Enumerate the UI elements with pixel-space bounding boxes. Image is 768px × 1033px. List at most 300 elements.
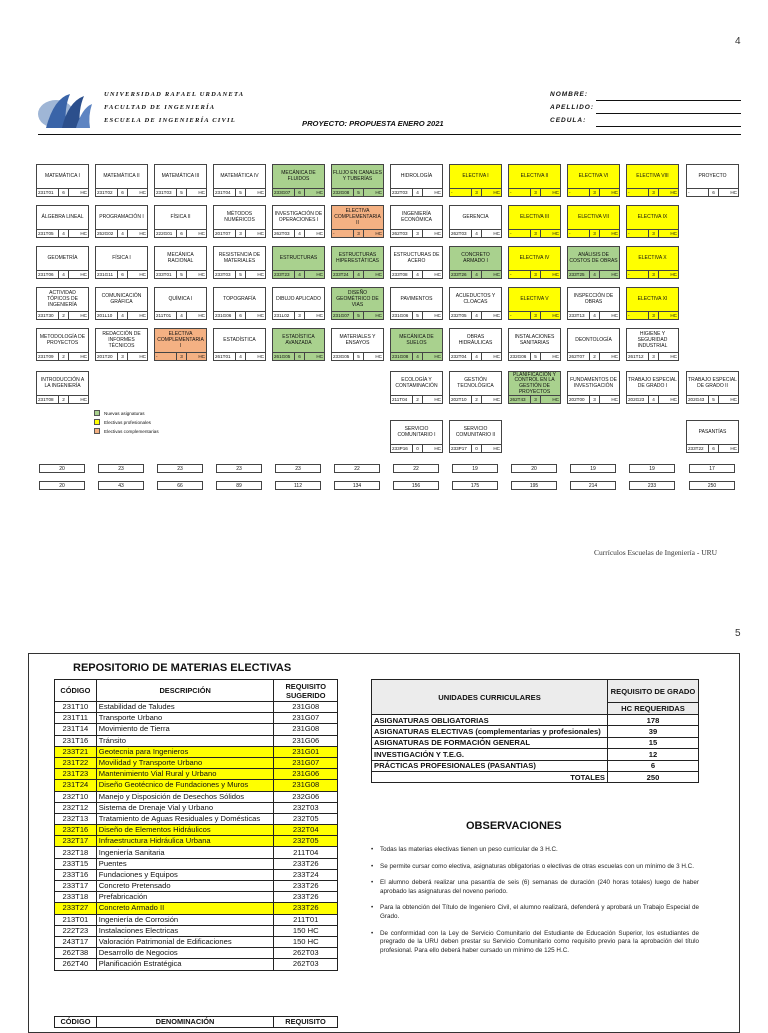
header-rule (38, 134, 293, 135)
course-cell (390, 246, 443, 279)
course-hrs: 4 (472, 353, 482, 360)
course-cell (272, 205, 325, 238)
unit-label: ASIGNATURAS OBLIGATORIAS (372, 715, 608, 726)
course-cell (154, 164, 207, 197)
course-name: PROYECTO (698, 173, 727, 180)
course-name: FÍSICA II (170, 214, 191, 221)
course-unit: HC (139, 231, 146, 236)
course-cell (686, 164, 739, 197)
course-name: MECÁNICA DE SUELOS (399, 334, 434, 346)
course-unit: HC (611, 190, 618, 195)
col-requisito: REQUISITO (274, 1017, 338, 1028)
cell-req: 211T04 (274, 847, 338, 858)
cell-code: 231T14 (55, 724, 97, 735)
accumulated-hc: 175 (452, 481, 498, 490)
cell-desc: Concreto Armado II (96, 903, 274, 914)
course-code: 231T02 (96, 189, 118, 196)
course-cell (36, 371, 89, 404)
cell-desc: Valoración Patrimonial de Edificaciones (96, 936, 274, 947)
unit-value: 39 (608, 726, 699, 737)
course-hrs: 4 (295, 230, 305, 237)
course-cell (36, 328, 89, 361)
course-footer (627, 395, 678, 403)
cell-code: 233T16 (55, 869, 97, 880)
course-footer (214, 229, 265, 237)
course-name: ACTIVIDAD TÓPICOS DE INGENIERÍA (47, 290, 78, 308)
cell-code: 233T15 (55, 858, 97, 869)
cell-code: 262T38 (55, 948, 97, 959)
course-footer (155, 188, 206, 196)
course-cell (508, 287, 561, 320)
legend-prof (94, 419, 151, 425)
legend-swatch (94, 428, 100, 434)
course-footer (214, 270, 265, 278)
semester-hc: 19 (629, 464, 675, 473)
observation-item: • Para la obtención del Título de Ingeniero Civil, el alumno realizará, defenderá y aprobará un Trabajo Especial de Grado. (371, 904, 699, 921)
course-unit: HC (375, 231, 382, 236)
cell-req: 233T26 (274, 892, 338, 903)
course-name: FUNDAMENTOS DE INVESTIGACIÓN (570, 377, 617, 389)
cell-code: 233T27 (55, 903, 97, 914)
course-hrs: 3 (236, 230, 246, 237)
course-unit: HC (493, 313, 500, 318)
cell-req: 231G06 (274, 769, 338, 780)
accumulated-hc: 250 (689, 481, 735, 490)
course-cell (390, 328, 443, 361)
course-code: 202T10 (450, 396, 472, 403)
accumulated-hc: 112 (275, 481, 321, 490)
course-name: MATEMÁTICA III (161, 173, 200, 180)
observaciones-list (371, 846, 699, 963)
course-footer (687, 444, 738, 452)
unit-value: 178 (608, 715, 699, 726)
course-hrs: 2 (590, 353, 600, 360)
table-row (55, 724, 338, 735)
course-footer (37, 270, 88, 278)
course-code: 201T20 (96, 353, 118, 360)
course-unit: HC (670, 272, 677, 277)
course-cell (36, 205, 89, 238)
cell-req: 232G06 (274, 791, 338, 802)
semester-hc: 23 (98, 464, 144, 473)
course-unit: HC (493, 272, 500, 277)
cell-desc: Movimiento de Tierra (96, 724, 274, 735)
cell-req: 231G08 (274, 702, 338, 713)
course-name: INTRODUCCIÓN A LA INGENIERÍA (40, 377, 85, 389)
course-cell (508, 371, 561, 404)
course-footer (273, 270, 324, 278)
course-code: 233T08 (391, 271, 413, 278)
table-row (55, 948, 338, 959)
course-cell (686, 420, 739, 453)
col-codigo: CÓDIGO (55, 680, 97, 702)
course-code: - (568, 230, 590, 237)
cell-desc: Movilidad y Transporte Urbano (96, 757, 274, 768)
course-footer (155, 352, 206, 360)
course-unit: HC (80, 354, 87, 359)
course-name: PROGRAMACIÓN I (99, 214, 144, 221)
unit-label: INVESTIGACIÓN Y T.E.G. (372, 749, 608, 760)
legend-label: Electivas complementarias (104, 428, 159, 434)
course-code: 262T07 (568, 353, 590, 360)
course-code: 232G08 (332, 189, 354, 196)
cell-req: 232T05 (274, 813, 338, 824)
course-name: INSPECCIÓN DE OBRAS (573, 293, 614, 305)
course-cell (36, 164, 89, 197)
course-name: PAVIMENTOS (400, 296, 433, 303)
course-cell (567, 328, 620, 361)
semester-hc: 22 (334, 464, 380, 473)
course-name: INVESTIGACIÓN DE OPERACIONES I (274, 211, 323, 223)
cell-req: 262T03 (274, 959, 338, 970)
course-unit: HC (552, 231, 559, 236)
course-name: COMUNICACIÓN GRÁFICA (101, 293, 142, 305)
course-code: 262T03 (391, 230, 413, 237)
table-row (55, 713, 338, 724)
course-cell (567, 246, 620, 279)
course-footer (450, 270, 501, 278)
course-unit: HC (257, 272, 264, 277)
course-footer (273, 311, 324, 319)
apellido-field[interactable] (596, 113, 741, 114)
course-footer (509, 352, 560, 360)
course-code: - (687, 189, 709, 196)
course-footer (687, 395, 738, 403)
course-cell (567, 164, 620, 197)
project-title: PROYECTO: PROPUESTA ENERO 2021 (302, 119, 444, 128)
course-unit: HC (670, 397, 677, 402)
course-unit: HC (552, 397, 559, 402)
footer-citation: Currículos Escuelas de Ingeniería - URU (594, 548, 718, 557)
course-unit: HC (670, 313, 677, 318)
course-cell (36, 287, 89, 320)
course-unit: HC (198, 313, 205, 318)
course-hrs: 6 (118, 271, 128, 278)
table-row (55, 802, 338, 813)
course-code: 231G08 (391, 353, 413, 360)
nombre-field[interactable] (596, 100, 741, 101)
table-row (55, 914, 338, 925)
course-name: HIGIENE Y SEGURIDAD INDUSTRIAL (637, 331, 668, 349)
course-unit: HC (493, 231, 500, 236)
course-footer (332, 352, 383, 360)
university-name: UNIVERSIDAD RAFAEL URDANETA (104, 91, 245, 98)
course-code: 232T03 (391, 189, 413, 196)
table-row (55, 858, 338, 869)
course-name: ELECTIVA III (519, 214, 550, 221)
cell-code: 231T11 (55, 713, 97, 724)
course-hrs: 2 (59, 396, 69, 403)
course-hrs: 3 (649, 353, 659, 360)
course-cell (95, 328, 148, 361)
course-name: DISEÑO GEOMÉTRICO DE VIAS (336, 290, 379, 308)
table-row (55, 702, 338, 713)
course-footer (37, 229, 88, 237)
course-unit: HC (80, 313, 87, 318)
course-unit: HC (730, 446, 737, 451)
cell-req: 211T01 (274, 914, 338, 925)
course-unit: HC (316, 354, 323, 359)
course-cell (449, 328, 502, 361)
course-code: 252G02 (96, 230, 118, 237)
course-hrs: 4 (354, 271, 364, 278)
cell-req: 231G07 (274, 757, 338, 768)
nombre-label: NOMBRE: (550, 91, 589, 98)
course-name: GERENCIA (462, 214, 489, 221)
semester-hc: 20 (511, 464, 557, 473)
course-hrs: 3 (590, 396, 600, 403)
course-name: PASANTÍAS (698, 429, 727, 436)
course-hrs: 3 (531, 230, 541, 237)
course-footer (391, 270, 442, 278)
course-cell (95, 246, 148, 279)
course-code: 211T04 (391, 396, 413, 403)
repositorio-title: REPOSITORIO DE MATERIAS ELECTIVAS (73, 662, 292, 674)
course-name: ELECTIVA IX (637, 214, 668, 221)
course-cell (390, 287, 443, 320)
course-code: 233T01 (155, 271, 177, 278)
course-name: TRABAJO ESPECIAL DE GRADO II (688, 377, 737, 389)
course-footer (627, 311, 678, 319)
course-code: - (627, 271, 649, 278)
course-cell (95, 287, 148, 320)
course-cell (331, 328, 384, 361)
course-hrs: 4 (59, 271, 69, 278)
cell-desc: Geotecnia para Ingenieros (96, 746, 274, 757)
page-number: 4 (735, 36, 741, 47)
course-cell (508, 164, 561, 197)
table-row (55, 769, 338, 780)
course-code: 222G01 (155, 230, 177, 237)
table-row (55, 780, 338, 791)
course-code: 233G07 (273, 189, 295, 196)
course-footer (509, 229, 560, 237)
course-code: 261G05 (273, 353, 295, 360)
faculty-name: FACULTAD DE INGENIERÍA (104, 104, 216, 111)
course-code: 202G43 (687, 396, 709, 403)
course-cell (390, 205, 443, 238)
unit-label: ASIGNATURAS ELECTIVAS (complementarias y profesionales) (372, 726, 608, 737)
cell-desc: Sistema de Drenaje Vial y Urbano (96, 802, 274, 813)
cell-req: 262T03 (274, 948, 338, 959)
accumulated-hc: 214 (570, 481, 616, 490)
course-unit: HC (198, 272, 205, 277)
course-name: ELECTIVA VI (578, 173, 609, 180)
course-footer (96, 352, 147, 360)
cell-code: 232T10 (55, 791, 97, 802)
accumulated-hc: 43 (98, 481, 144, 490)
course-unit: HC (434, 354, 441, 359)
course-code: 231T04 (214, 189, 236, 196)
cedula-field[interactable] (596, 126, 741, 127)
course-unit: HC (80, 272, 87, 277)
course-cell (626, 164, 679, 197)
course-footer (155, 229, 206, 237)
course-name: INGENIERÍA ECONÓMICA (401, 211, 432, 223)
course-unit: HC (611, 313, 618, 318)
course-footer (450, 444, 501, 452)
course-code: 232G06 (509, 353, 531, 360)
course-footer (568, 188, 619, 196)
course-cell (331, 246, 384, 279)
course-name: MATEMÁTICA I (45, 173, 80, 180)
cell-req: 231G07 (274, 713, 338, 724)
course-footer (96, 270, 147, 278)
course-hrs: 6 (177, 230, 187, 237)
accumulated-hc: 156 (393, 481, 439, 490)
course-unit: HC (552, 272, 559, 277)
unit-value: 15 (608, 737, 699, 748)
unit-value: 6 (608, 760, 699, 771)
course-footer (332, 188, 383, 196)
course-footer (273, 229, 324, 237)
course-unit: HC (434, 190, 441, 195)
course-cell (272, 246, 325, 279)
legend-new (94, 410, 145, 416)
table-row (372, 760, 699, 771)
course-code: 231G11 (96, 271, 118, 278)
course-name: ACUEDUCTOS Y CLOACAS (455, 293, 496, 305)
cell-req: 231G06 (274, 735, 338, 746)
course-hrs: 6 (709, 189, 719, 196)
table-row (55, 881, 338, 892)
course-hrs: 3 (590, 230, 600, 237)
course-cell (626, 371, 679, 404)
course-cell (508, 205, 561, 238)
course-name: CONCRETO ARMADO I (461, 252, 490, 264)
course-name: TRABAJO ESPECIAL DE GRADO I (628, 377, 677, 389)
course-name: ESTRUCTURAS (279, 255, 318, 262)
cell-desc: Puentes (96, 858, 274, 869)
course-hrs: 4 (472, 312, 482, 319)
course-code: - (332, 230, 354, 237)
course-hrs: 6 (118, 189, 128, 196)
table-row (55, 825, 338, 836)
course-footer (450, 311, 501, 319)
course-name: ELECTIVA V (520, 296, 549, 303)
unidades-header: UNIDADES CURRICULARES (372, 680, 608, 715)
course-name: MÉTODOS NUMÉRICOS (224, 211, 255, 223)
course-footer (509, 311, 560, 319)
course-code: 232T04 (450, 353, 472, 360)
legend-label: Electivas profesionales (104, 419, 151, 425)
course-hrs: 3 (649, 271, 659, 278)
cell-code: 232T17 (55, 836, 97, 847)
course-unit: HC (611, 397, 618, 402)
cell-desc: Ingeniería Sanitaria (96, 847, 274, 858)
course-code: 231G06 (214, 312, 236, 319)
cell-req: 231G01 (274, 746, 338, 757)
course-unit: HC (80, 397, 87, 402)
cell-desc: Tránsito (96, 735, 274, 746)
course-hrs: 5 (236, 189, 246, 196)
cell-code: 231T16 (55, 735, 97, 746)
cell-desc: Tratamiento de Aguas Residuales y Domésticas (96, 813, 274, 824)
legend-label: Nuevas asignaturas (104, 410, 145, 416)
accumulated-hc: 233 (629, 481, 675, 490)
course-hrs: 4 (649, 396, 659, 403)
course-name: ELECTIVA VII (577, 214, 610, 221)
course-name: ELECTIVA I (462, 173, 489, 180)
legend-swatch (94, 419, 100, 425)
cell-desc: Diseño de Elementos Hidráulicos (96, 825, 274, 836)
course-hrs: 6 (236, 312, 246, 319)
course-name: MATERIALES Y ENSAYOS (339, 334, 376, 346)
course-footer (568, 311, 619, 319)
cell-desc: Transporte Urbano (96, 713, 274, 724)
cell-req: 233T24 (274, 869, 338, 880)
course-unit: HC (375, 313, 382, 318)
course-unit: HC (316, 231, 323, 236)
accumulated-hc: 20 (39, 481, 85, 490)
semester-hc: 23 (157, 464, 203, 473)
totales-label: TOTALES (372, 771, 608, 782)
header-bottom-rule (290, 134, 741, 135)
course-footer (155, 311, 206, 319)
course-unit: HC (552, 354, 559, 359)
course-unit: HC (198, 190, 205, 195)
course-unit: HC (257, 354, 264, 359)
cell-req: 150 HC (274, 925, 338, 936)
repositorio-footer-header (54, 1016, 338, 1028)
course-code: 233T23 (273, 271, 295, 278)
course-footer (96, 311, 147, 319)
course-hrs: 2 (472, 396, 482, 403)
course-hrs: 4 (118, 230, 128, 237)
cell-desc: Prefabricación (96, 892, 274, 903)
table-row (372, 749, 699, 760)
course-code: 233T25 (568, 271, 590, 278)
course-unit: HC (198, 354, 205, 359)
course-cell (390, 164, 443, 197)
course-code: 231T09 (37, 353, 59, 360)
course-code: - (450, 189, 472, 196)
cell-code: 231T24 (55, 780, 97, 791)
unidades-table (371, 679, 699, 783)
course-footer (450, 352, 501, 360)
cell-code: 231T23 (55, 769, 97, 780)
course-unit: HC (493, 446, 500, 451)
course-hrs: 5 (531, 353, 541, 360)
course-name: GEOMETRÍA (47, 255, 78, 262)
course-hrs: 4 (472, 271, 482, 278)
course-hrs: 3 (590, 189, 600, 196)
course-unit: HC (670, 231, 677, 236)
cell-code: 231T10 (55, 702, 97, 713)
course-hrs: 2 (413, 396, 423, 403)
course-footer (568, 352, 619, 360)
course-unit: HC (552, 313, 559, 318)
course-hrs: 3 (531, 312, 541, 319)
course-name: ELECTIVA VIII (636, 173, 669, 180)
course-name: FÍSICA I (112, 255, 131, 262)
course-hrs: 3 (649, 312, 659, 319)
cell-desc: Fundaciones y Equipos (96, 869, 274, 880)
course-cell (567, 371, 620, 404)
cell-code: 232T16 (55, 825, 97, 836)
course-name: MATEMÁTICA IV (220, 173, 259, 180)
course-footer (155, 270, 206, 278)
course-unit: HC (493, 354, 500, 359)
course-hrs: 5 (354, 189, 364, 196)
col-codigo: CÓDIGO (55, 1017, 97, 1028)
course-hrs: 4 (590, 271, 600, 278)
course-hrs: 0 (472, 445, 482, 452)
course-hrs: 5 (354, 312, 364, 319)
course-cell (154, 328, 207, 361)
course-code: 233T22 (687, 445, 709, 452)
course-cell (626, 287, 679, 320)
